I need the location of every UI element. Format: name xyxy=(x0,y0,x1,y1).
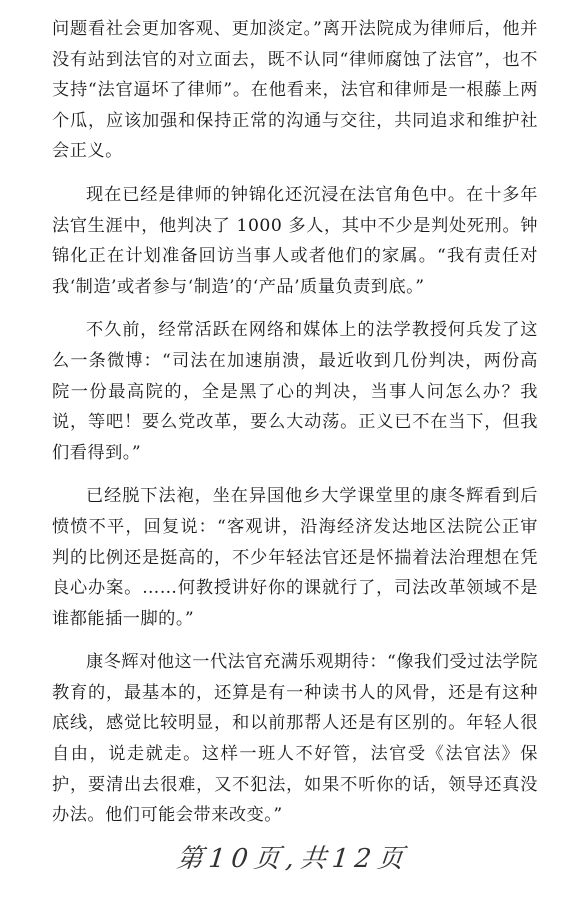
paragraph-2: 现在已经是律师的钟锦化还沉浸在法官角色中。在十多年法官生涯中，他判决了 1000 多人，其中不少是判处死刑。钟锦化正在计划准备回访当事人或者他们的家属。“我有责任对我‘制造’或者参与‘制造’的‘产品’质量负责到底。” xyxy=(52,184,538,297)
paragraph-1: 问题看社会更加客观、更加淡定。”离开法院成为律师后，他并没有站到法官的对立面去，既不认同“律师腐蚀了法官”，也不支持“法官逼坏了律师”。在他看来，法官和律师是一根藤上两个瓜，应该加强和保持正常的沟通与交往，共同追求和维护社会正义。 xyxy=(52,19,538,162)
paragraph-3: 不久前，经常活跃在网络和媒体上的法学教授何兵发了这么一条微博：“司法在加速崩溃，最近收到几份判决，两份高院一份最高院的，全是黑了心的判决，当事人问怎么办？我说，等吧！要么党改革，要么大动荡。正义已不在当下，但我们看得到。” xyxy=(52,320,538,463)
paragraph-4: 已经脱下法袍，坐在异国他乡大学课堂里的康冬辉看到后愤愤不平，回复说：“客观讲，沿海经济发达地区法院公正审判的比例还是挺高的，不少年轻法官还是怀揣着法治理想在凭良心办案。……何教授讲好你的课就行了，司法改革领域不是谁都能插一脚的。” xyxy=(52,486,538,629)
page-footer xyxy=(0,838,586,875)
article-body xyxy=(52,14,538,844)
paragraph-5: 康冬辉对他这一代法官充满乐观期待：“像我们受过法学院教育的，最基本的，还算是有一种读书人的风骨，还是有这种底线，感觉比较明显，和以前那帮人还是有区别的。年轻人很自由，说走就走。这样一班人不好管，法官受《法官法》保护，要清出去很难，又不犯法，如果不听你的话，领导还真没办法。他们可能会带来改变。” xyxy=(52,652,538,826)
handwritten-page-number: 第10页,共12页 xyxy=(174,844,411,874)
